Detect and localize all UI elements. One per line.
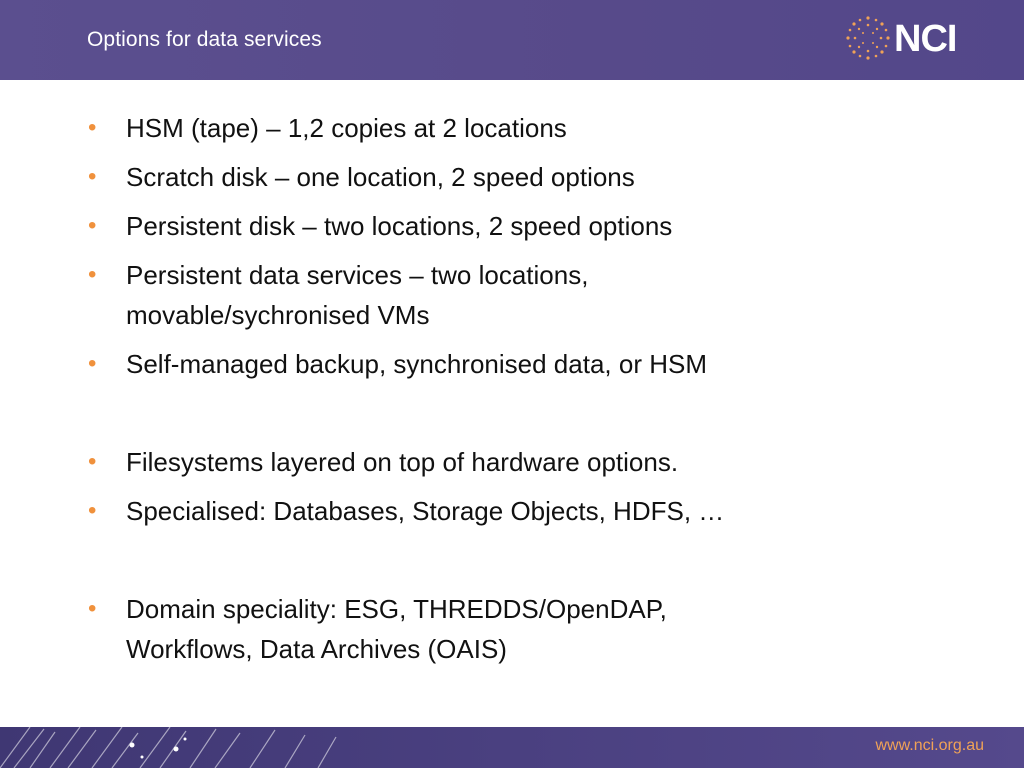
list-item-text: Self-managed backup, synchronised data, or HSM (126, 349, 707, 379)
bullet-marker: • (88, 212, 97, 239)
list-item (88, 157, 968, 197)
bullet-list (88, 108, 968, 669)
list-item-text: HSM (tape) – 1,2 copies at 2 locations (126, 113, 567, 143)
slide-title: Options for data services (87, 28, 322, 51)
bullet-marker: • (88, 497, 97, 524)
bullet-marker: • (88, 261, 97, 288)
bullet-marker: • (88, 163, 97, 190)
list-item-text: Specialised: Databases, Storage Objects, HDFS, … (126, 496, 725, 526)
footer-decoration (0, 727, 360, 768)
footer-url: www.nci.org.au (875, 737, 984, 754)
list-item (88, 206, 968, 246)
slide-footer (0, 727, 1024, 768)
list-item-text: Scratch disk – one location, 2 speed options (126, 162, 635, 192)
slide-header (0, 0, 1024, 80)
list-item (88, 491, 968, 531)
list-item (88, 108, 968, 148)
list-item-text: Persistent data services – two locations, movable/sychronised VMs (126, 260, 589, 330)
bullet-marker: • (88, 114, 97, 141)
list-item (88, 344, 968, 384)
bullet-marker: • (88, 448, 97, 475)
logo-text: NCI (894, 18, 957, 60)
nci-logo (844, 14, 984, 64)
nci-starburst-icon (844, 14, 892, 62)
list-item-text: Persistent disk – two locations, 2 speed options (126, 211, 673, 241)
list-item-text: Filesystems layered on top of hardware options. (126, 447, 679, 477)
bullet-marker: • (88, 350, 97, 377)
list-item-text: Domain speciality: ESG, THREDDS/OpenDAP, Workflows, Data Archives (OAIS) (126, 594, 667, 664)
bullet-marker: • (88, 595, 97, 622)
list-item (88, 255, 726, 335)
list-item (88, 442, 968, 482)
list-item (88, 589, 786, 669)
